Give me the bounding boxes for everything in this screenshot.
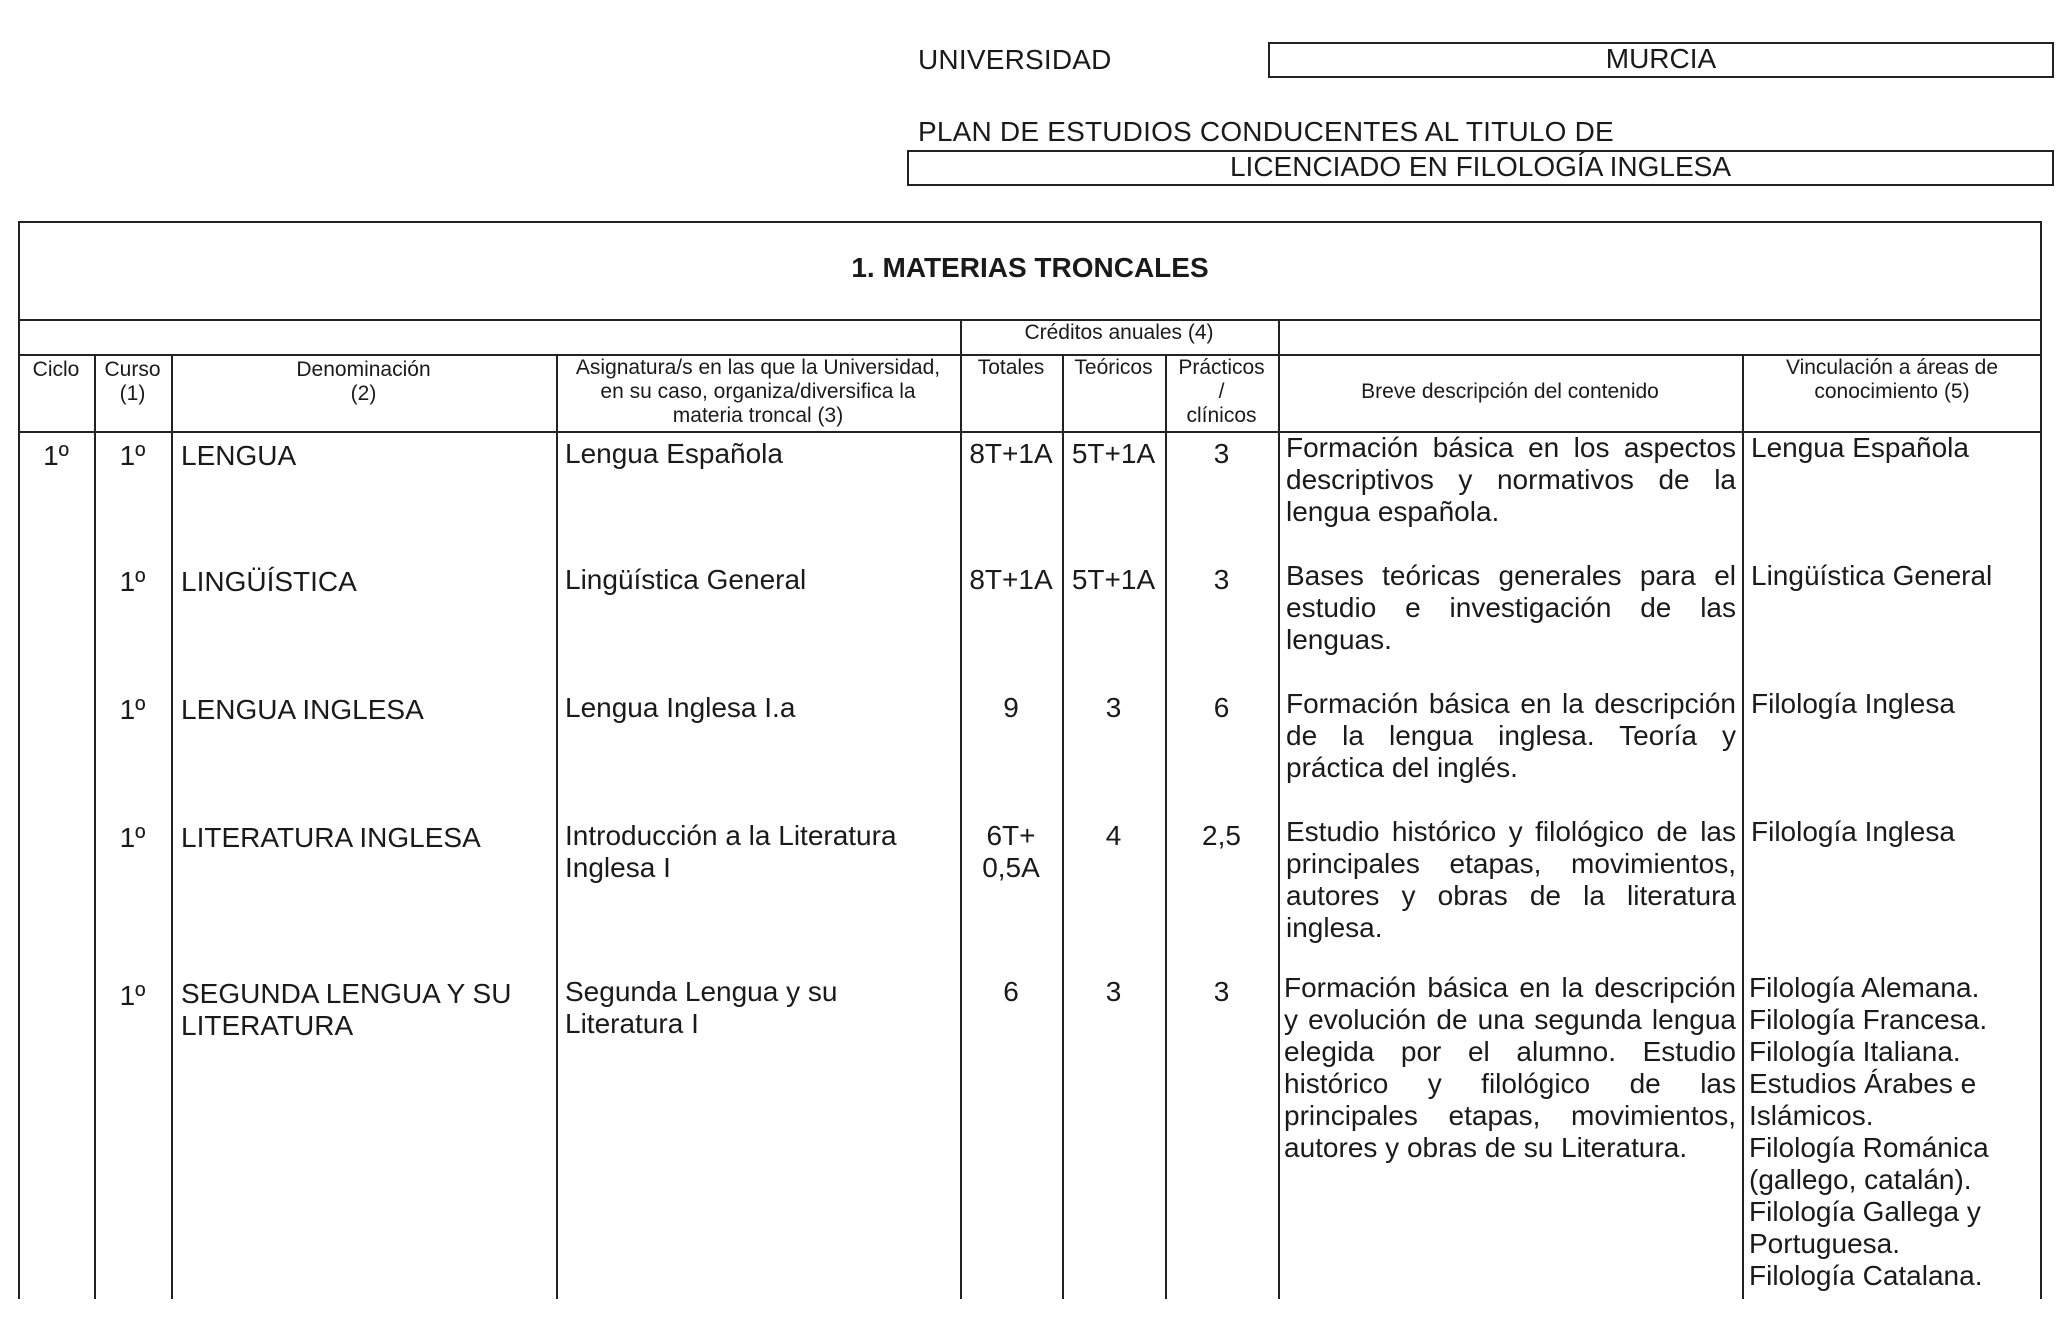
row1-totales: 8T+1A <box>969 438 1053 469</box>
row4-vinculacion: Filología Inglesa <box>1751 816 1955 847</box>
row3-descripcion: Formación básica en la descripción de la lengua inglesa. Teoría y práctica del inglés. <box>1286 688 1736 783</box>
row2-descripcion: Bases teóricas generales para el estudio e investigación de las lenguas. <box>1286 560 1736 655</box>
row1-ciclo: 1º <box>43 440 69 471</box>
col-header-totales: Totales <box>977 356 1045 379</box>
row3-curso: 1º <box>119 694 146 725</box>
list-item: Filología Gallega y <box>1749 1196 1981 1227</box>
universidad-value: MURCIA <box>1605 43 1717 74</box>
titulo-value: LICENCIADO EN FILOLOGÍA INGLESA <box>1229 151 1732 182</box>
list-item: Estudios Árabes e <box>1749 1068 1977 1099</box>
row5-practicos: 3 <box>1213 976 1230 1007</box>
col-header-curso-text: Curso <box>104 358 161 381</box>
row2-curso: 1º <box>119 566 146 597</box>
plan-label: PLAN DE ESTUDIOS CONDUCENTES AL TITULO DE <box>918 116 1614 147</box>
row5-asignatura: Segunda Lengua y su Literatura I <box>565 976 838 1039</box>
col-header-denominacion-ref: (2) <box>350 382 377 405</box>
universidad-label: UNIVERSIDAD <box>918 44 1112 75</box>
col-sep-curso-denominacion <box>171 354 173 1299</box>
col-header-ciclo-text: Ciclo <box>32 358 80 381</box>
row3-totales: 9 <box>1003 692 1019 723</box>
col-header-curso-ref: (1) <box>119 382 146 405</box>
universidad-value-box <box>1268 42 2054 78</box>
col-header-vinculacion <box>1742 356 2042 404</box>
row5-descripcion: Formación básica en la descripción y evolución de una segunda lengua elegida por el alumno. Estudio histórico y filológico de las principales etapas, movimientos, autores y obras de su Literatura. <box>1284 972 1736 1163</box>
row5-teoricos: 3 <box>1105 976 1122 1007</box>
list-item: Portuguesa. <box>1749 1228 1900 1259</box>
list-item: Islámicos. <box>1749 1100 1874 1131</box>
row1-teoricos: 5T+1A <box>1071 438 1156 469</box>
col-header-curso <box>94 358 171 406</box>
row5-denominacion: SEGUNDA LENGUA Y SU LITERATURA <box>181 978 512 1041</box>
row4-asignatura: Introducción a la Literatura Inglesa I <box>565 820 897 883</box>
row1-descripcion: Formación básica en los aspectos descriptivos y normativos de la lengua española. <box>1286 432 1736 527</box>
row3-denominacion: LENGUA INGLESA <box>181 694 424 725</box>
row5-curso: 1º <box>119 980 146 1011</box>
col-sep-descripcion-vinculacion <box>1742 354 1744 1299</box>
row2-practicos: 3 <box>1213 564 1230 595</box>
col-header-denominacion <box>171 358 556 406</box>
row5-vinculacion-list <box>1749 972 2039 1292</box>
col-header-ciclo <box>18 358 94 382</box>
row4-practicos: 2,5 <box>1202 820 1241 851</box>
row1-vinculacion: Lengua Española <box>1751 432 1969 463</box>
row4-totales: 6T+ 0,5A <box>982 820 1040 883</box>
list-item: Filología Alemana. <box>1749 972 1980 1003</box>
col-header-asignatura-line3: materia troncal (3) <box>672 404 844 427</box>
col-header-vinculacion-line2: conocimiento (5) <box>1814 380 1970 403</box>
list-item: Filología Catalana. <box>1749 1260 1983 1291</box>
row4-descripcion: Estudio histórico y filológico de las principales etapas, movimientos, autores y obras de la literatura inglesa. <box>1286 816 1736 943</box>
row1-practicos: 3 <box>1213 438 1230 469</box>
row2-asignatura: Lingüística General <box>565 564 807 595</box>
row2-vinculacion: Lingüística General <box>1751 560 1993 591</box>
row2-denominacion: LINGÜÍSTICA <box>181 566 357 597</box>
list-item: (gallego, catalán). <box>1749 1164 1972 1195</box>
col-header-practicos <box>1165 356 1278 428</box>
row3-practicos: 6 <box>1213 692 1230 723</box>
row4-denominacion: LITERATURA INGLESA <box>181 822 481 853</box>
list-item: Filología Italiana. <box>1749 1036 1961 1067</box>
col-header-descripcion: Breve descripción del contenido <box>1361 380 1659 403</box>
col-header-denominacion-text: Denominación <box>296 358 431 381</box>
col-header-vinculacion-line1: Vinculación a áreas de <box>1785 356 1999 379</box>
col-sep-denominacion-asignatura <box>556 354 558 1299</box>
row1-curso: 1º <box>119 440 146 471</box>
section-title: 1. MATERIAS TRONCALES <box>851 252 1209 283</box>
col-header-asignatura-line1: Asignatura/s en las que la Universidad, <box>575 356 941 379</box>
row3-vinculacion: Filología Inglesa <box>1751 688 1955 719</box>
col-header-practicos-line2: / <box>1218 380 1225 403</box>
rule-header-bottom <box>18 431 2042 433</box>
creditos-group-header: Créditos anuales (4) <box>1024 321 1214 344</box>
list-item: Filología Francesa. <box>1749 1004 1988 1035</box>
list-item: Filología Románica <box>1749 1132 1989 1163</box>
row1-denominacion: LENGUA <box>181 440 297 471</box>
col-header-practicos-line1: Prácticos <box>1178 356 1265 379</box>
row3-asignatura: Lengua Inglesa I.a <box>565 692 796 723</box>
col-sep-practicos-descripcion <box>1278 319 1280 1299</box>
col-header-practicos-line3: clínicos <box>1186 404 1257 427</box>
col-header-asignatura-line2: en su caso, organiza/diversifica la <box>600 380 916 403</box>
row4-teoricos: 4 <box>1105 820 1122 851</box>
row2-totales: 8T+1A <box>969 564 1053 595</box>
row1-asignatura: Lengua Española <box>565 438 783 469</box>
titulo-value-box <box>907 150 2054 186</box>
row3-teoricos: 3 <box>1105 692 1122 723</box>
row4-curso: 1º <box>119 822 146 853</box>
row5-totales: 6 <box>1003 976 1019 1007</box>
col-header-teoricos: Teóricos <box>1074 356 1153 379</box>
col-header-asignatura <box>556 356 960 428</box>
row2-teoricos: 5T+1A <box>1071 564 1156 595</box>
